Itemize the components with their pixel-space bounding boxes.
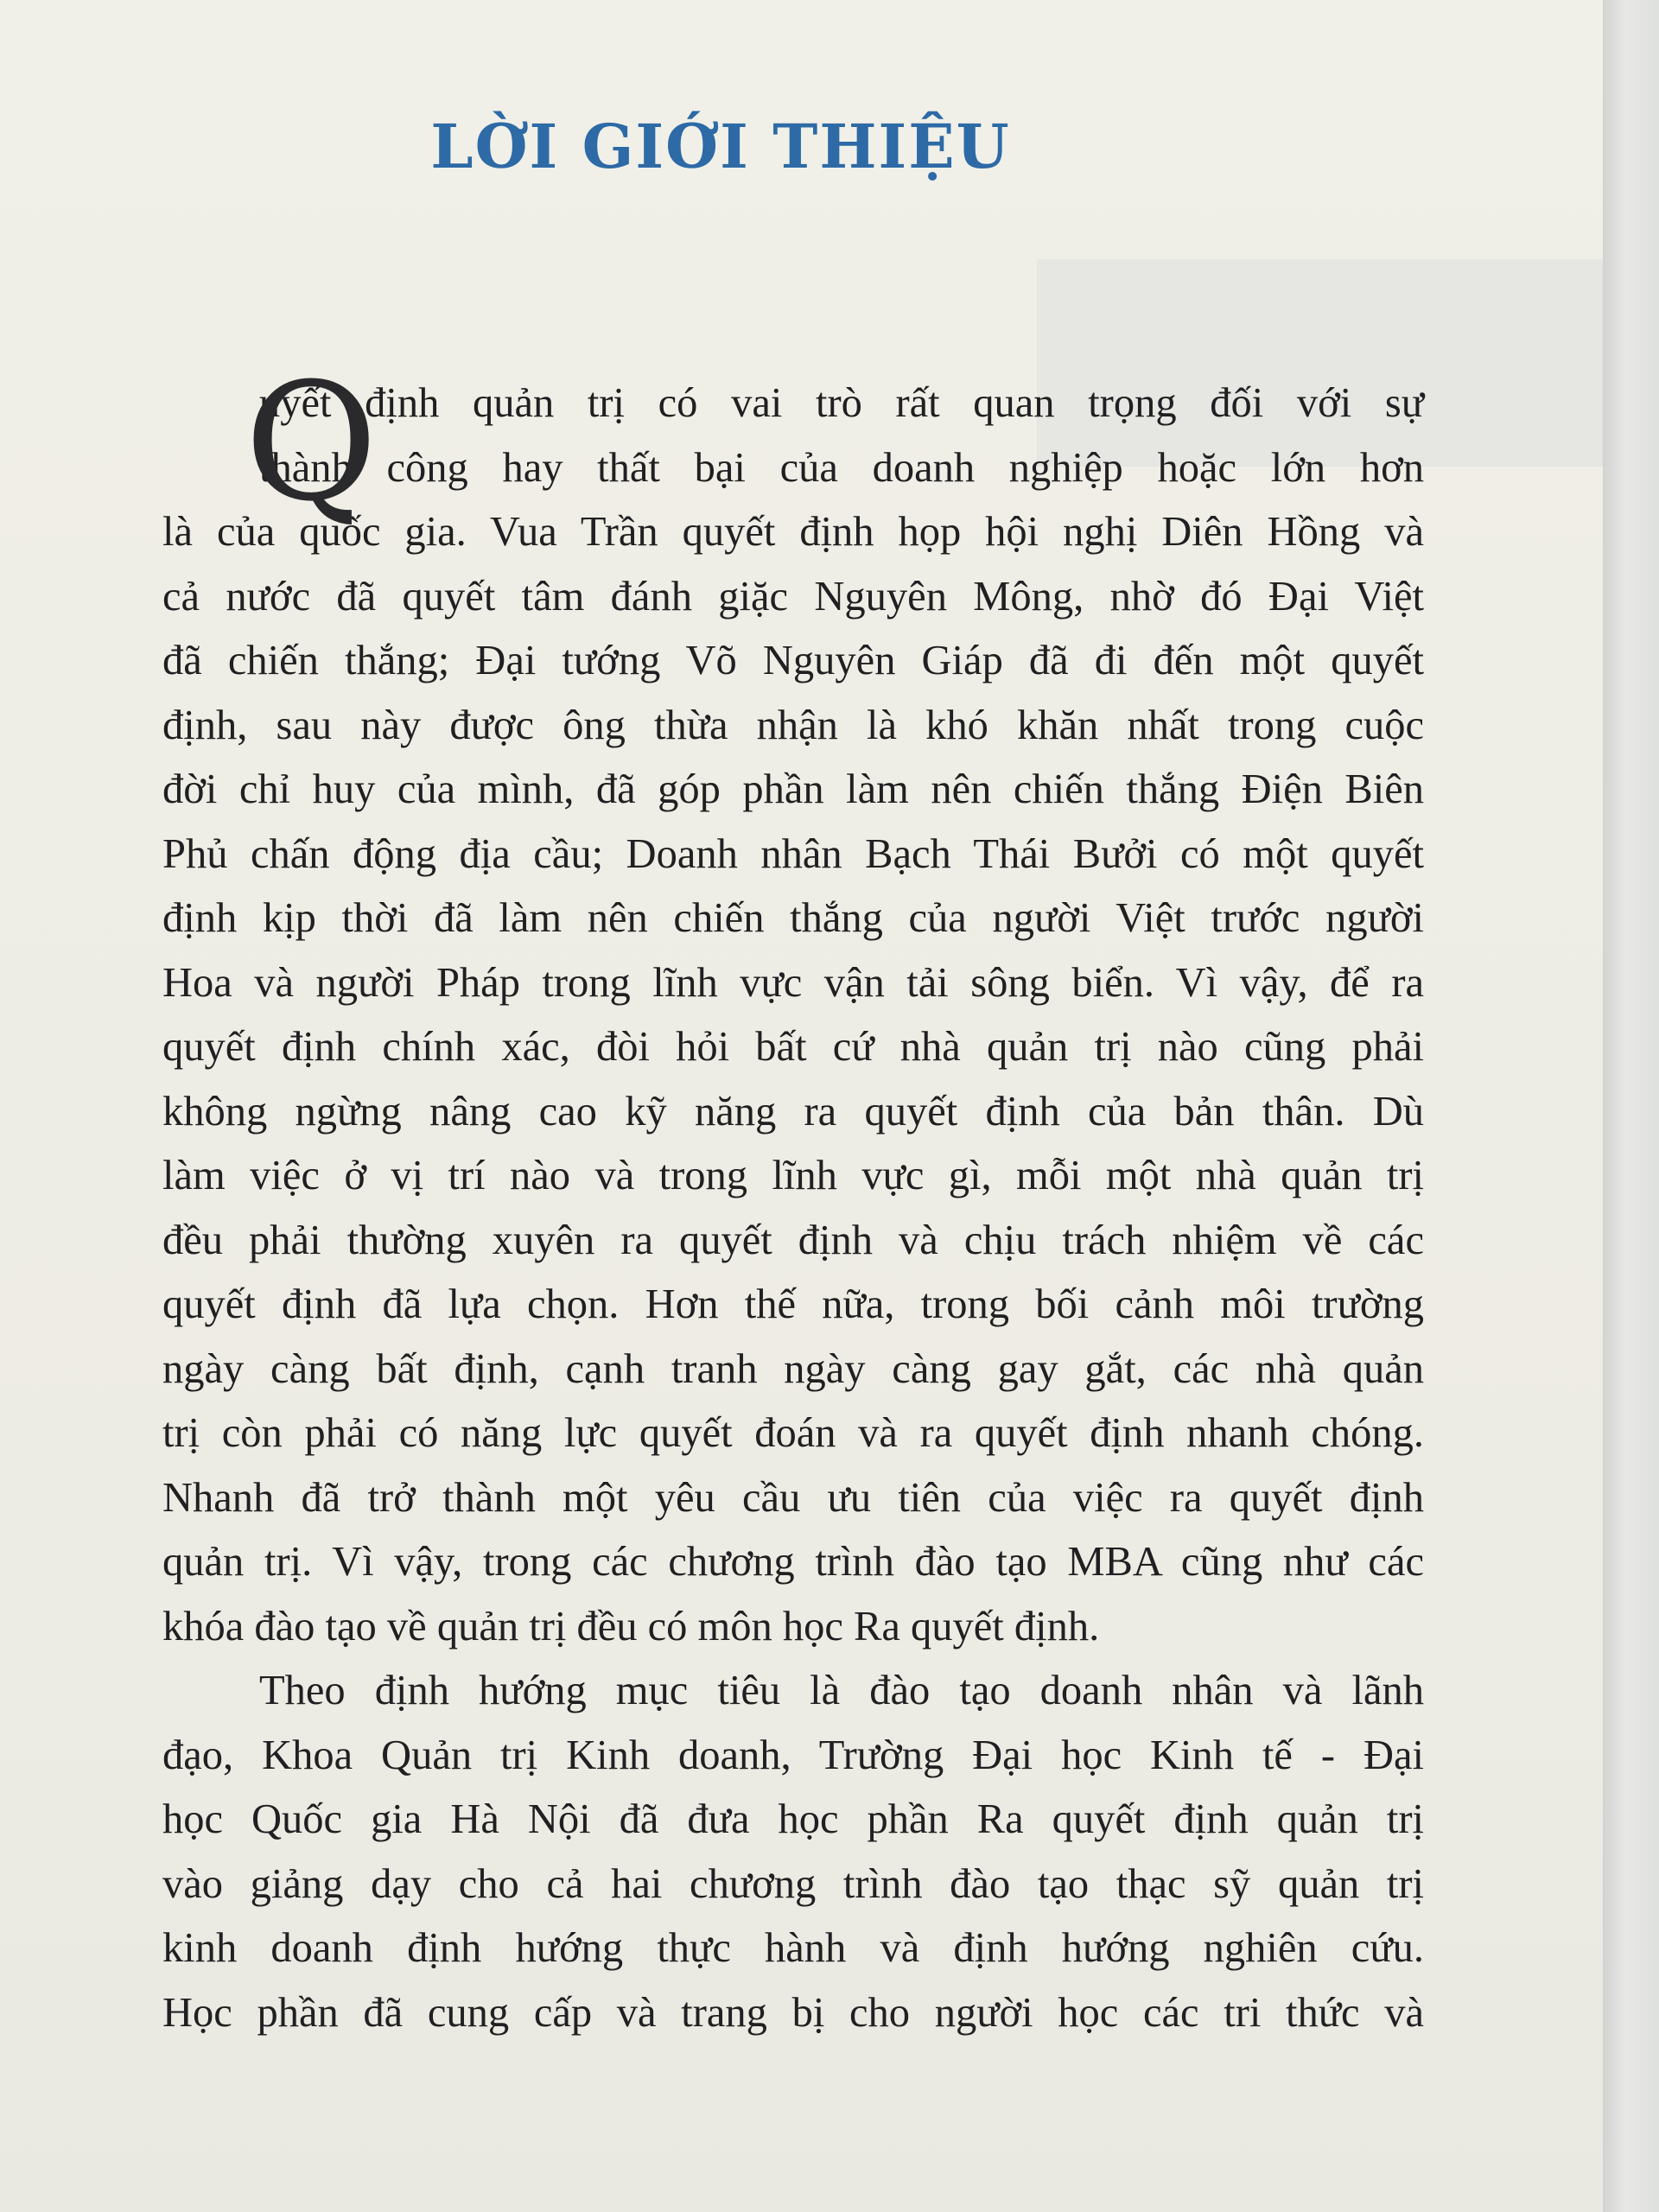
text-line: Phủ chấn động địa cầu; Doanh nhân Bạch Thái Bưởi có một quyết	[162, 830, 1424, 877]
text-line: vào giảng dạy cho cả hai chương trình đào tạo thạc sỹ quản trị	[162, 1860, 1424, 1907]
adjacent-page-edge	[1603, 0, 1659, 2212]
text-line: quyết định chính xác, đòi hỏi bất cứ nhà quản trị nào cũng phải	[162, 1024, 1424, 1070]
text-line: quyết định đã lựa chọn. Hơn thế nữa, trong bối cảnh môi trường	[162, 1281, 1424, 1327]
page-title: LỜI GIỚI THIỆU	[430, 111, 1011, 182]
text-line: Học phần đã cung cấp và trang bị cho người học các tri thức và	[162, 1989, 1424, 2036]
body-text	[162, 348, 1424, 2045]
text-line: Theo định hướng mục tiêu là đào tạo doanh nhân và lãnh	[259, 1668, 1424, 1713]
text-line: khóa đào tạo về quản trị đều có môn học Ra quyết định.	[162, 1603, 1100, 1649]
text-line: là của quốc gia. Vua Trần quyết định họp hội nghị Diên Hồng và	[162, 509, 1424, 555]
text-line: làm việc ở vị trí nào và trong lĩnh vực gì, mỗi một nhà quản trị	[162, 1153, 1424, 1198]
drop-cap: Q	[245, 348, 378, 537]
text-line: Nhanh đã trở thành một yêu cầu ưu tiên của việc ra quyết định	[162, 1474, 1424, 1521]
paragraph-1	[162, 348, 1424, 1659]
text-line: định, sau này được ông thừa nhận là khó khăn nhất trong cuộc	[162, 702, 1424, 748]
text-line: đều phải thường xuyên ra quyết định và chịu trách nhiệm về các	[162, 1217, 1424, 1263]
text-line: đời chỉ huy của mình, đã góp phần làm nên chiến thắng Điện Biên	[162, 766, 1424, 812]
text-line: quản trị. Vì vậy, trong các chương trình đào tạo MBA cũng như các	[162, 1539, 1424, 1585]
text-line: định kịp thời đã làm nên chiến thắng của người Việt trước người	[162, 895, 1424, 941]
text-line: cả nước đã quyết tâm đánh giặc Nguyên Mông, nhờ đó Đại Việt	[162, 573, 1424, 620]
text-line: Hoa và người Pháp trong lĩnh vực vận tải sông biển. Vì vậy, để ra	[162, 959, 1424, 1006]
text-line: đã chiến thắng; Đại tướng Võ Nguyên Giáp đã đi đến một quyết	[162, 638, 1424, 683]
text-line: không ngừng nâng cao kỹ năng ra quyết định của bản thân. Dù	[162, 1088, 1424, 1135]
text-line: học Quốc gia Hà Nội đã đưa học phần Ra quyết định quản trị	[162, 1796, 1424, 1842]
text-line: kinh doanh định hướng thực hành và định hướng nghiên cứu.	[162, 1925, 1424, 1971]
text-line: ngày càng bất định, cạnh tranh ngày càng gay gắt, các nhà quản	[162, 1345, 1424, 1392]
paragraph-2	[162, 1659, 1424, 2045]
text-line: trị còn phải có năng lực quyết đoán và ra quyết định nhanh chóng.	[162, 1410, 1424, 1456]
text-line: đạo, Khoa Quản trị Kinh doanh, Trường Đại học Kinh tế - Đại	[162, 1732, 1424, 1778]
text-line: uyết định quản trị có vai trò rất quan trọng đối với sự	[259, 380, 1424, 426]
text-line: thành công hay thất bại của doanh nghiệp hoặc lớn hơn	[259, 444, 1424, 491]
